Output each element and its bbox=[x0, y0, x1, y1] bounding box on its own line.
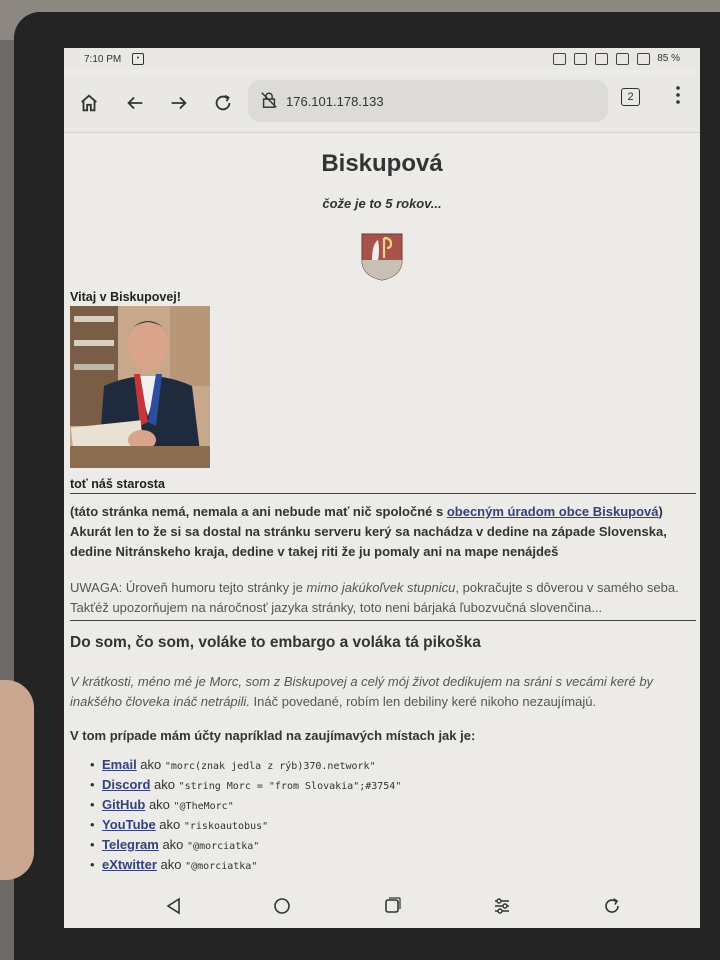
email-link[interactable]: Email bbox=[102, 757, 137, 772]
tab-switcher-button[interactable]: 2 bbox=[621, 88, 640, 106]
notification-icon: • bbox=[132, 53, 144, 65]
reload-icon[interactable] bbox=[212, 92, 234, 114]
finger bbox=[0, 680, 34, 880]
mute-icon bbox=[553, 53, 566, 65]
device-screen bbox=[64, 48, 700, 928]
account-handle: "string Morc = "from Slovakia";#3754" bbox=[178, 781, 402, 792]
status-icons bbox=[553, 53, 650, 65]
list-sep: ako bbox=[136, 757, 165, 772]
notice-paragraph bbox=[70, 502, 696, 562]
device-frame bbox=[14, 12, 720, 960]
section-heading: Do som, čo som, voláke to embargo a voláka tá pikoška bbox=[70, 634, 481, 651]
battery-percent: 85 % bbox=[657, 53, 680, 64]
account-handle: "morc(znak jedla z rýb)370.network" bbox=[164, 761, 376, 772]
divider bbox=[70, 620, 696, 621]
list-sep: ako bbox=[158, 837, 188, 852]
battery-icon bbox=[637, 53, 650, 65]
more-vert-icon[interactable] bbox=[672, 84, 684, 106]
link-icon bbox=[574, 53, 587, 65]
telegram-link[interactable]: Telegram bbox=[102, 837, 159, 852]
web-page bbox=[64, 134, 700, 884]
home-icon[interactable] bbox=[78, 92, 100, 114]
list-item bbox=[90, 816, 401, 836]
github-link[interactable]: GitHub bbox=[102, 797, 146, 812]
intro-paragraph bbox=[70, 672, 696, 712]
system-nav-bar bbox=[64, 884, 700, 928]
site-info-icon[interactable] bbox=[260, 91, 278, 109]
list-sep: ako bbox=[150, 777, 179, 792]
list-sep: ako bbox=[145, 797, 174, 812]
accounts-heading: V tom prípade mám účty napríklad na zaujímavých místach jak je: bbox=[70, 728, 476, 743]
address-bar[interactable] bbox=[248, 80, 608, 122]
list-item bbox=[90, 756, 401, 776]
warning-paragraph bbox=[70, 578, 696, 618]
triangle-back-icon[interactable] bbox=[164, 896, 184, 916]
page-title: Biskupová bbox=[321, 150, 443, 177]
status-bar bbox=[64, 48, 700, 70]
mayor-photo bbox=[70, 306, 210, 468]
list-item bbox=[90, 836, 401, 856]
status-time: 7:10 PM bbox=[84, 54, 122, 65]
accounts-list bbox=[90, 756, 401, 876]
notice-text-end: ) bbox=[658, 504, 663, 519]
browser-toolbar bbox=[64, 74, 700, 133]
warning-text: UWAGA: Úroveň humoru tejto stránky je bbox=[70, 580, 307, 595]
list-item bbox=[90, 796, 401, 816]
refresh-icon[interactable] bbox=[602, 896, 622, 916]
intro-text: Ináč povedané, robím len debiliny keré nikoho nezaujímajú. bbox=[249, 694, 597, 709]
welcome-text: Vitaj v Biskupovej! bbox=[70, 290, 181, 304]
list-sep: ako bbox=[156, 857, 186, 872]
account-handle: "@morciatka" bbox=[187, 841, 260, 852]
intro-emphasis: V krátkosti, méno mé je Morc, som z Biskupovej a celý mój život dedikujem na sráni s vecámi keré by inakšého človeka ináč netrápili. bbox=[70, 674, 654, 709]
account-handle: "riskoautobus" bbox=[183, 821, 269, 832]
list-item bbox=[90, 856, 401, 876]
circle-home-icon[interactable] bbox=[272, 896, 292, 916]
extwitter-link[interactable]: eXtwitter bbox=[102, 857, 157, 872]
warning-text-end: , pokračujte s dôverou v samého seba. Takťéž upozorňujem na náročnosť jazyka stránky, toto neni bárjaká ľubozvučná slovenčina... bbox=[70, 580, 679, 615]
url-text[interactable]: 176.101.178.133 bbox=[286, 94, 384, 109]
wifi-icon bbox=[616, 53, 629, 65]
divider bbox=[70, 493, 696, 494]
list-item bbox=[90, 776, 401, 796]
notice-text-line2: Akurát len to že si sa dostal na stránku serveru kerý sa nachádza v dedine na západe Slovenska, dedine Nitránskeho kraja, dedine v takej riti že ju pomaly ani na mape nenájdeš bbox=[70, 524, 667, 559]
arrow-left-icon[interactable] bbox=[124, 92, 146, 114]
page-subtitle: čože je to 5 rokov... bbox=[322, 196, 442, 211]
sliders-icon[interactable] bbox=[492, 896, 512, 916]
discord-link[interactable]: Discord bbox=[102, 777, 151, 792]
account-handle: "@morciatka" bbox=[185, 861, 258, 872]
photo-caption: toť náš starosta bbox=[70, 477, 165, 491]
square-recents-icon[interactable] bbox=[382, 896, 402, 916]
arrow-right-icon[interactable] bbox=[168, 92, 190, 114]
municipal-office-link[interactable]: obecným úradom obce Biskupová bbox=[446, 504, 659, 519]
warning-emphasis: mimo jakúkoľvek stupnicu bbox=[306, 580, 456, 595]
notice-text: (táto stránka nemá, nemala a ani nebude mať nič spoločné s bbox=[70, 504, 447, 519]
bell-off-icon bbox=[595, 53, 608, 65]
account-handle: "@TheMorc" bbox=[173, 801, 234, 812]
coat-of-arms-image bbox=[358, 230, 406, 282]
list-sep: ako bbox=[155, 817, 184, 832]
youtube-link[interactable]: YouTube bbox=[102, 817, 156, 832]
